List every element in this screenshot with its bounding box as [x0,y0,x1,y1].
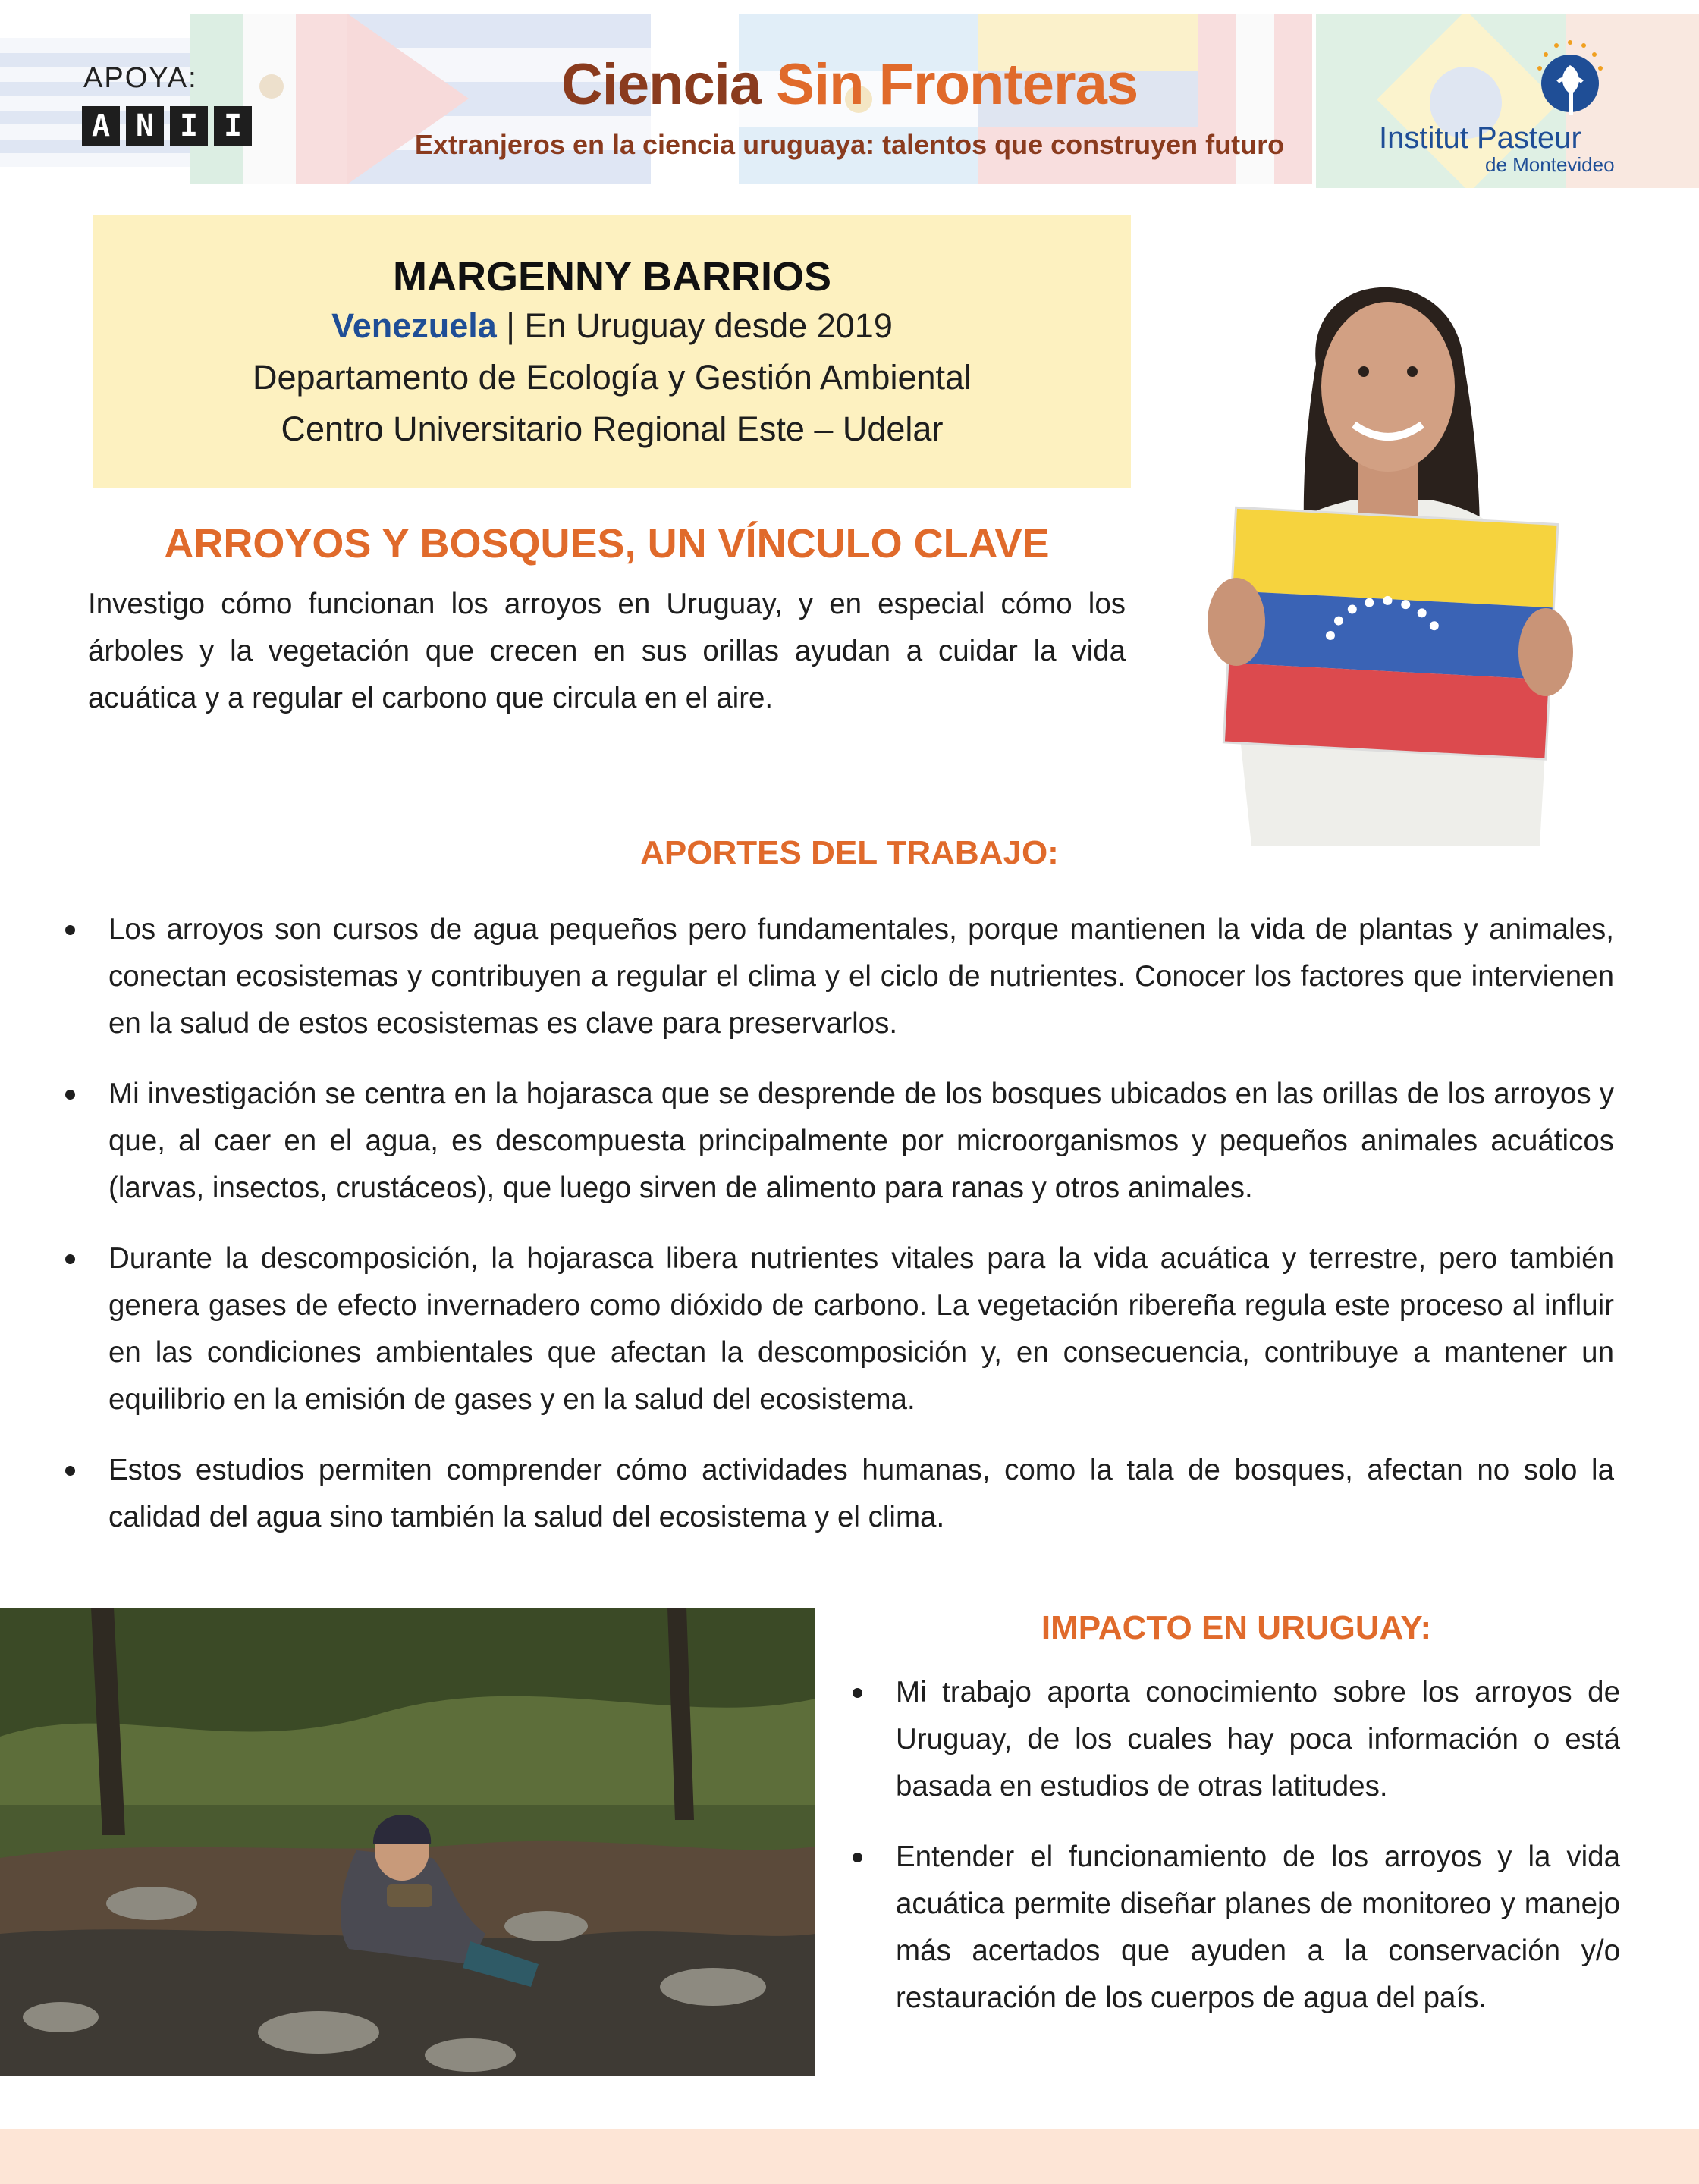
contributions-heading: APORTES DEL TRABAJO: [640,834,1059,871]
researcher-name: MARGENNY BARRIOS [392,254,832,300]
header-banner [0,0,1699,190]
page-title-part2: Sin Fronteras [776,52,1138,117]
center-name: Centro Universitario Regional Este – Udelar [281,410,944,448]
institution-name: Institut Pasteur [1379,121,1581,155]
country-name: Venezuela [331,306,497,345]
list-item: Los arroyos son cursos de agua pequeños pero fundamentales, porque mantienen la vida de plantas y animales, conectan ecosistemas y contribuyen a regular el clima y el ciclo de nutrientes. Conocer los factores que intervienen en la salud de estos ecosistemas es clave para preservarlos. [88,906,1614,1047]
list-item: Mi trabajo aporta conocimiento sobre los arroyos de Uruguay, de los cuales hay poca información o está basada en estudios de otras latitudes. [875,1669,1620,1810]
department-name: Departamento de Ecología y Gestión Ambiental [252,358,972,397]
supporter-label: APOYA: [83,62,198,94]
page-subtitle: Extranjeros en la ciencia uruguaya: talentos que construyen futuro [414,129,1285,160]
list-item: Mi investigación se centra en la hojarasca que se desprende de los bosques ubicados en las orillas de los arroyos y que, al caer en el agua, es descompuesta principalmente por microorganismos y pequeños animales acuáticos (larvas, insectos, crustáceos), que luego sirven de alimento para ranas y otros animales. [88,1071,1614,1212]
list-item: Durante la descomposición, la hojarasca libera nutrientes vitales para la vida acuática y terrestre, pero también genera gases de efecto invernadero como dióxido de carbono. La vegetación ribereña regula este proceso al influir en las condiciones ambientales que afectan la descomposición y, en consecuencia, contribuye a mantener un equilibrio en la emisión de gases y en la salud del ecosistema. [88,1235,1614,1423]
impact-list [875,1669,1620,2045]
profile-box [93,215,1131,488]
institution-subname: de Montevideo [1485,153,1615,176]
list-item: Entender el funcionamiento de los arroyos y la vida acuática permite diseñar planes de monitoreo y manejo más acertados que ayuden a la conservación y/o restauración de los cuerpos de agua del país. [875,1834,1620,2022]
portrait-photo [1183,250,1593,846]
anii-logo-letter: A [82,106,120,146]
anii-logo-letter: N [126,106,164,146]
research-heading: ARROYOS Y BOSQUES, UN VÍNCULO CLAVE [164,521,1050,566]
contributions-list [88,906,1614,1564]
pasteur-logo-icon [1532,36,1608,127]
research-summary: Investigo cómo funcionan los arroyos en Uruguay, y en especial cómo los árboles y la vegetación que crecen en sus orillas ayudan a cuidar la vida acuática y a regular el carbono que circula en el aire. [88,588,1126,714]
arrival-year: | En Uruguay desde 2019 [506,306,893,345]
footer-band [0,2129,1699,2184]
page-title [0,52,1699,118]
origin-line [93,300,1131,352]
anii-logo-letter: I [170,106,208,146]
anii-logo-letter: I [214,106,252,146]
page-title-part1: Ciencia [561,52,762,117]
list-item: Estos estudios permiten comprender cómo actividades humanas, como la tala de bosques, afectan no solo la calidad del agua sino también la salud del ecosistema y el clima. [88,1447,1614,1541]
fieldwork-photo [0,1608,815,2076]
venezuela-flag-icon [1223,507,1558,759]
impact-heading: IMPACTO EN URUGUAY: [1041,1609,1432,1646]
